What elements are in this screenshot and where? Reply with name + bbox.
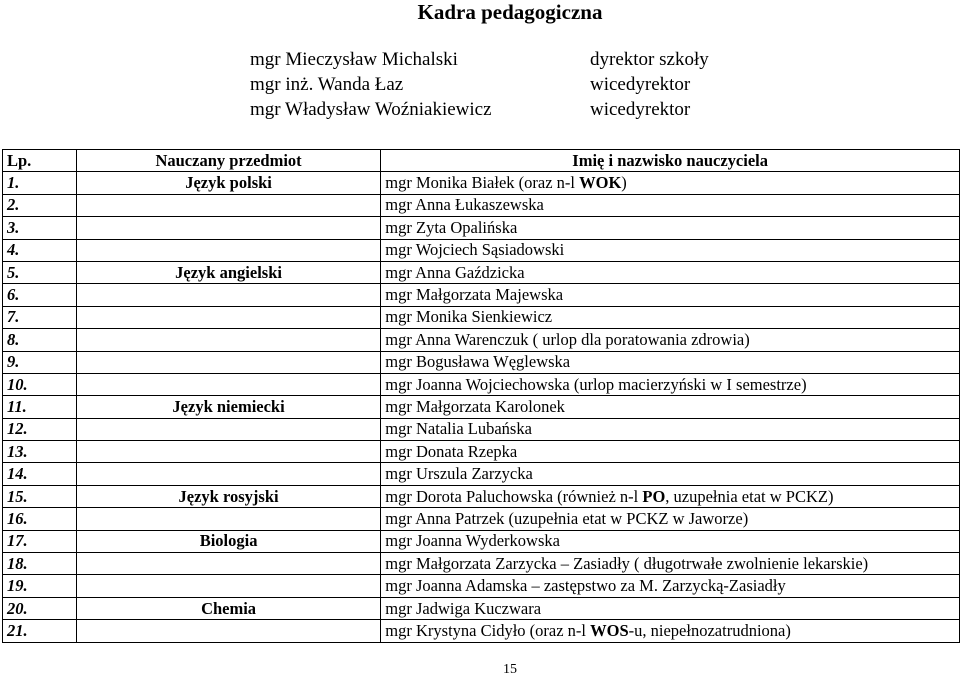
- row-teacher: mgr Urszula Zarzycka: [381, 463, 960, 485]
- table-row: [3, 351, 960, 373]
- row-teacher: mgr Joanna Wyderkowska: [381, 530, 960, 552]
- table-row: [3, 441, 960, 463]
- row-number: 8.: [3, 329, 77, 351]
- header-no: Lp.: [3, 150, 77, 172]
- row-number: 16.: [3, 508, 77, 530]
- row-number: 21.: [3, 620, 77, 642]
- row-teacher: mgr Bogusława Węglewska: [381, 351, 960, 373]
- row-number: 17.: [3, 530, 77, 552]
- row-number: 2.: [3, 194, 77, 216]
- table-row: [3, 553, 960, 575]
- row-teacher: mgr Donata Rzepka: [381, 441, 960, 463]
- header-subject: Nauczany przedmiot: [76, 150, 380, 172]
- table-row: [3, 463, 960, 485]
- row-number: 15.: [3, 485, 77, 507]
- header-teacher: Imię i nazwisko nauczyciela: [381, 150, 960, 172]
- row-subject: [76, 508, 380, 530]
- row-subject: [76, 418, 380, 440]
- row-subject: Język polski: [76, 172, 380, 194]
- row-teacher: mgr Natalia Lubańska: [381, 418, 960, 440]
- row-subject: [76, 194, 380, 216]
- leadership-role: wicedyrektor: [590, 74, 691, 95]
- leadership-row: [250, 97, 709, 122]
- row-teacher: mgr Anna Warenczuk ( urlop dla poratowania zdrowia): [381, 329, 960, 351]
- row-number: 10.: [3, 373, 77, 395]
- row-teacher: mgr Krystyna Cidyło (oraz n-l WOS-u, niepełnozatrudniona): [381, 620, 960, 642]
- row-subject: [76, 217, 380, 239]
- row-teacher: mgr Anna Gaździcka: [381, 261, 960, 283]
- row-subject: Biologia: [76, 530, 380, 552]
- leadership-role: dyrektor szkoły: [590, 49, 709, 70]
- row-number: 11.: [3, 396, 77, 418]
- row-number: 5.: [3, 261, 77, 283]
- row-number: 13.: [3, 441, 77, 463]
- row-number: 19.: [3, 575, 77, 597]
- row-teacher: mgr Dorota Paluchowska (również n-l PO, uzupełnia etat w PCKZ): [381, 485, 960, 507]
- row-teacher: mgr Anna Łukaszewska: [381, 194, 960, 216]
- table-row: [3, 597, 960, 619]
- row-subject: Język angielski: [76, 261, 380, 283]
- leadership-name: mgr Mieczysław Michalski: [250, 49, 458, 70]
- table-row: [3, 306, 960, 328]
- table-row: [3, 418, 960, 440]
- row-teacher: mgr Wojciech Sąsiadowski: [381, 239, 960, 261]
- row-subject: [76, 351, 380, 373]
- row-teacher: mgr Monika Białek (oraz n-l WOK): [381, 172, 960, 194]
- row-subject: [76, 575, 380, 597]
- table-row: [3, 485, 960, 507]
- row-number: 1.: [3, 172, 77, 194]
- row-subject: [76, 620, 380, 642]
- teachers-table: [2, 149, 960, 643]
- row-subject: [76, 329, 380, 351]
- leadership-name: mgr Władysław Woźniakiewicz: [250, 99, 492, 120]
- row-subject: [76, 239, 380, 261]
- row-teacher: mgr Małgorzata Karolonek: [381, 396, 960, 418]
- table-row: [3, 620, 960, 642]
- row-subject: [76, 553, 380, 575]
- leadership-row: [250, 47, 709, 72]
- row-number: 14.: [3, 463, 77, 485]
- table-row: [3, 396, 960, 418]
- table-row: [3, 575, 960, 597]
- row-subject: Język rosyjski: [76, 485, 380, 507]
- row-number: 4.: [3, 239, 77, 261]
- row-subject: [76, 441, 380, 463]
- row-subject: Język niemiecki: [76, 396, 380, 418]
- leadership-role: wicedyrektor: [590, 99, 691, 120]
- row-number: 20.: [3, 597, 77, 619]
- table-row: [3, 172, 960, 194]
- row-subject: [76, 463, 380, 485]
- leadership-name: mgr inż. Wanda Łaz: [250, 74, 404, 95]
- row-teacher: mgr Małgorzata Majewska: [381, 284, 960, 306]
- page-number: 15: [503, 662, 517, 677]
- table-header-row: [3, 150, 960, 172]
- row-number: 3.: [3, 217, 77, 239]
- table-row: [3, 217, 960, 239]
- row-number: 18.: [3, 553, 77, 575]
- table-row: [3, 530, 960, 552]
- row-number: 9.: [3, 351, 77, 373]
- row-number: 6.: [3, 284, 77, 306]
- row-subject: [76, 373, 380, 395]
- row-teacher: mgr Zyta Opalińska: [381, 217, 960, 239]
- row-teacher: mgr Joanna Wojciechowska (urlop macierzyński w I semestrze): [381, 373, 960, 395]
- table-row: [3, 373, 960, 395]
- row-number: 12.: [3, 418, 77, 440]
- row-teacher: mgr Monika Sienkiewicz: [381, 306, 960, 328]
- table-row: [3, 508, 960, 530]
- table-row: [3, 261, 960, 283]
- row-teacher: mgr Joanna Adamska – zastępstwo za M. Zarzycką-Zasiadły: [381, 575, 960, 597]
- row-subject: Chemia: [76, 597, 380, 619]
- table-row: [3, 284, 960, 306]
- table-body: [3, 172, 960, 642]
- row-teacher: mgr Małgorzata Zarzycka – Zasiadły ( długotrwałe zwolnienie lekarskie): [381, 553, 960, 575]
- page-title: Kadra pedagogiczna: [417, 0, 603, 24]
- leadership-list: [250, 47, 709, 122]
- table-row: [3, 194, 960, 216]
- row-teacher: mgr Jadwiga Kuczwara: [381, 597, 960, 619]
- table-row: [3, 239, 960, 261]
- table-row: [3, 329, 960, 351]
- row-subject: [76, 284, 380, 306]
- row-teacher: mgr Anna Patrzek (uzupełnia etat w PCKZ w Jaworze): [381, 508, 960, 530]
- row-number: 7.: [3, 306, 77, 328]
- leadership-row: [250, 72, 709, 97]
- row-subject: [76, 306, 380, 328]
